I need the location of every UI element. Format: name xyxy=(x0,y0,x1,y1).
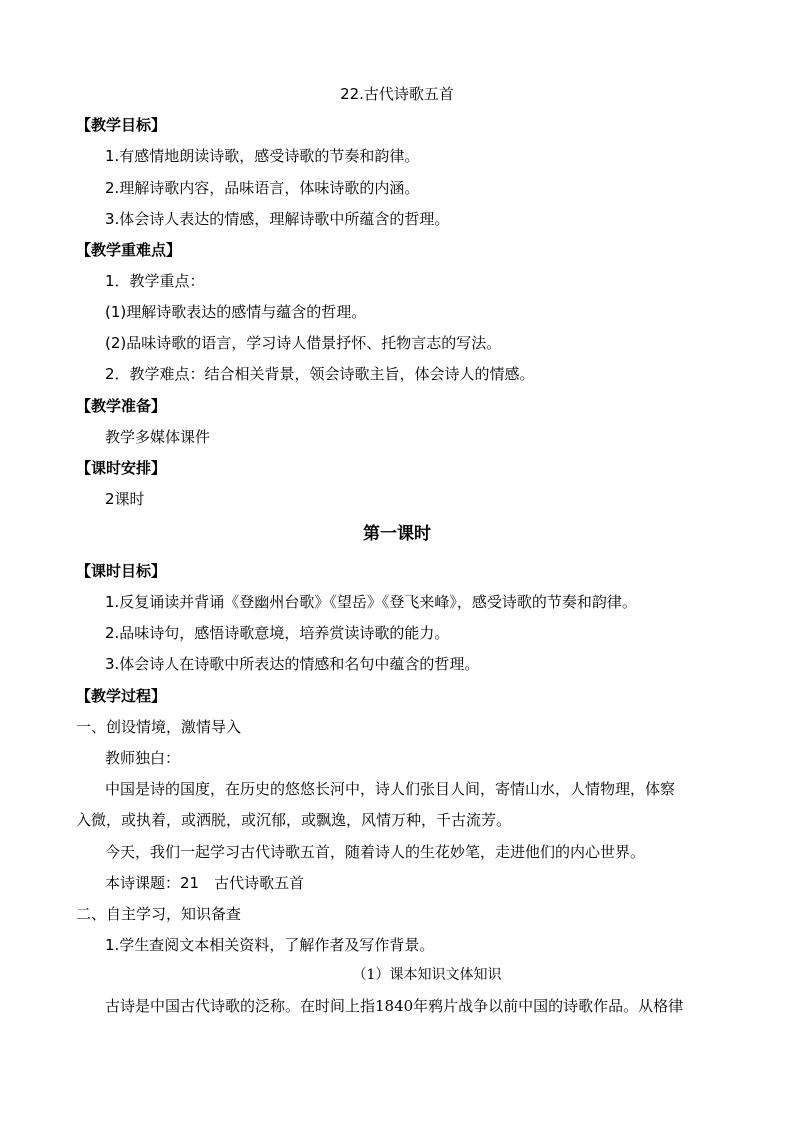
difficulty-header: 【教学重难点】 xyxy=(76,241,182,259)
step-heading: 一、创设情境，激情导入 xyxy=(76,718,242,736)
key-point-label: 1．教学重点： xyxy=(105,272,205,290)
prep-header: 【教学准备】 xyxy=(76,397,167,415)
goal-item: 3.体会诗人表达的情感，理解诗歌中所蕴含的哲理。 xyxy=(105,210,450,228)
prep-text: 教学多媒体课件 xyxy=(105,428,211,446)
knowledge-paragraph: 古诗是中国古代诗歌的泛称。在时间上指1840年鸦片战争以前中国的诗歌作品。从格律 xyxy=(105,997,684,1015)
topic-line: 本诗课题：21 古代诗歌五首 xyxy=(105,874,305,892)
document-title: 22.古代诗歌五首 xyxy=(340,85,454,103)
paragraph-line: 入微，或执着，或洒脱，或沉郁，或飘逸，风情万种，千古流芳。 xyxy=(76,811,512,829)
step-item: 1.学生查阅文本相关资料，了解作者及写作背景。 xyxy=(105,936,435,954)
knowledge-title: （1）课本知识文体知识 xyxy=(352,967,502,983)
paragraph: 今天，我们一起学习古代诗歌五首，随着诗人的生花妙笔，走进他们的内心世界。 xyxy=(105,843,646,861)
lesson-goal-item: 3.体会诗人在诗歌中所表达的情感和名句中蕴含的哲理。 xyxy=(105,655,480,673)
difficulty-text: 2．教学难点：结合相关背景，领会诗歌主旨，体会诗人的情感。 xyxy=(105,365,535,383)
lesson-goal-item: 2.品味诗句，感悟诗歌意境，培养赏读诗歌的能力。 xyxy=(105,624,450,642)
schedule-header: 【课时安排】 xyxy=(76,459,167,477)
teacher-label: 教师独白： xyxy=(105,749,181,767)
goal-item: 1.有感情地朗读诗歌，感受诗歌的节奏和韵律。 xyxy=(105,147,420,165)
goals-header: 【教学目标】 xyxy=(76,116,167,134)
lesson-goals-header: 【课时目标】 xyxy=(76,562,167,580)
key-point-item: (2)品味诗歌的语言，学习诗人借景抒怀、托物言志的写法。 xyxy=(105,334,502,352)
goal-item: 2.理解诗歌内容，品味语言，体味诗歌的内涵。 xyxy=(105,179,420,197)
lesson-title: 第一课时 xyxy=(363,524,431,544)
key-point-item: (1)理解诗歌表达的感情与蕴含的哲理。 xyxy=(105,303,367,321)
schedule-text: 2课时 xyxy=(105,490,145,508)
paragraph-line: 中国是诗的国度，在历史的悠悠长河中，诗人们张目人间，寄情山水，人情物理，体察 xyxy=(105,780,676,798)
process-header: 【教学过程】 xyxy=(76,687,167,705)
lesson-goal-item: 1.反复诵读并背诵《登幽州台歌》《望岳》《登飞来峰》，感受诗歌的节奏和韵律。 xyxy=(105,593,637,611)
step-heading: 二、自主学习，知识备查 xyxy=(76,905,242,923)
